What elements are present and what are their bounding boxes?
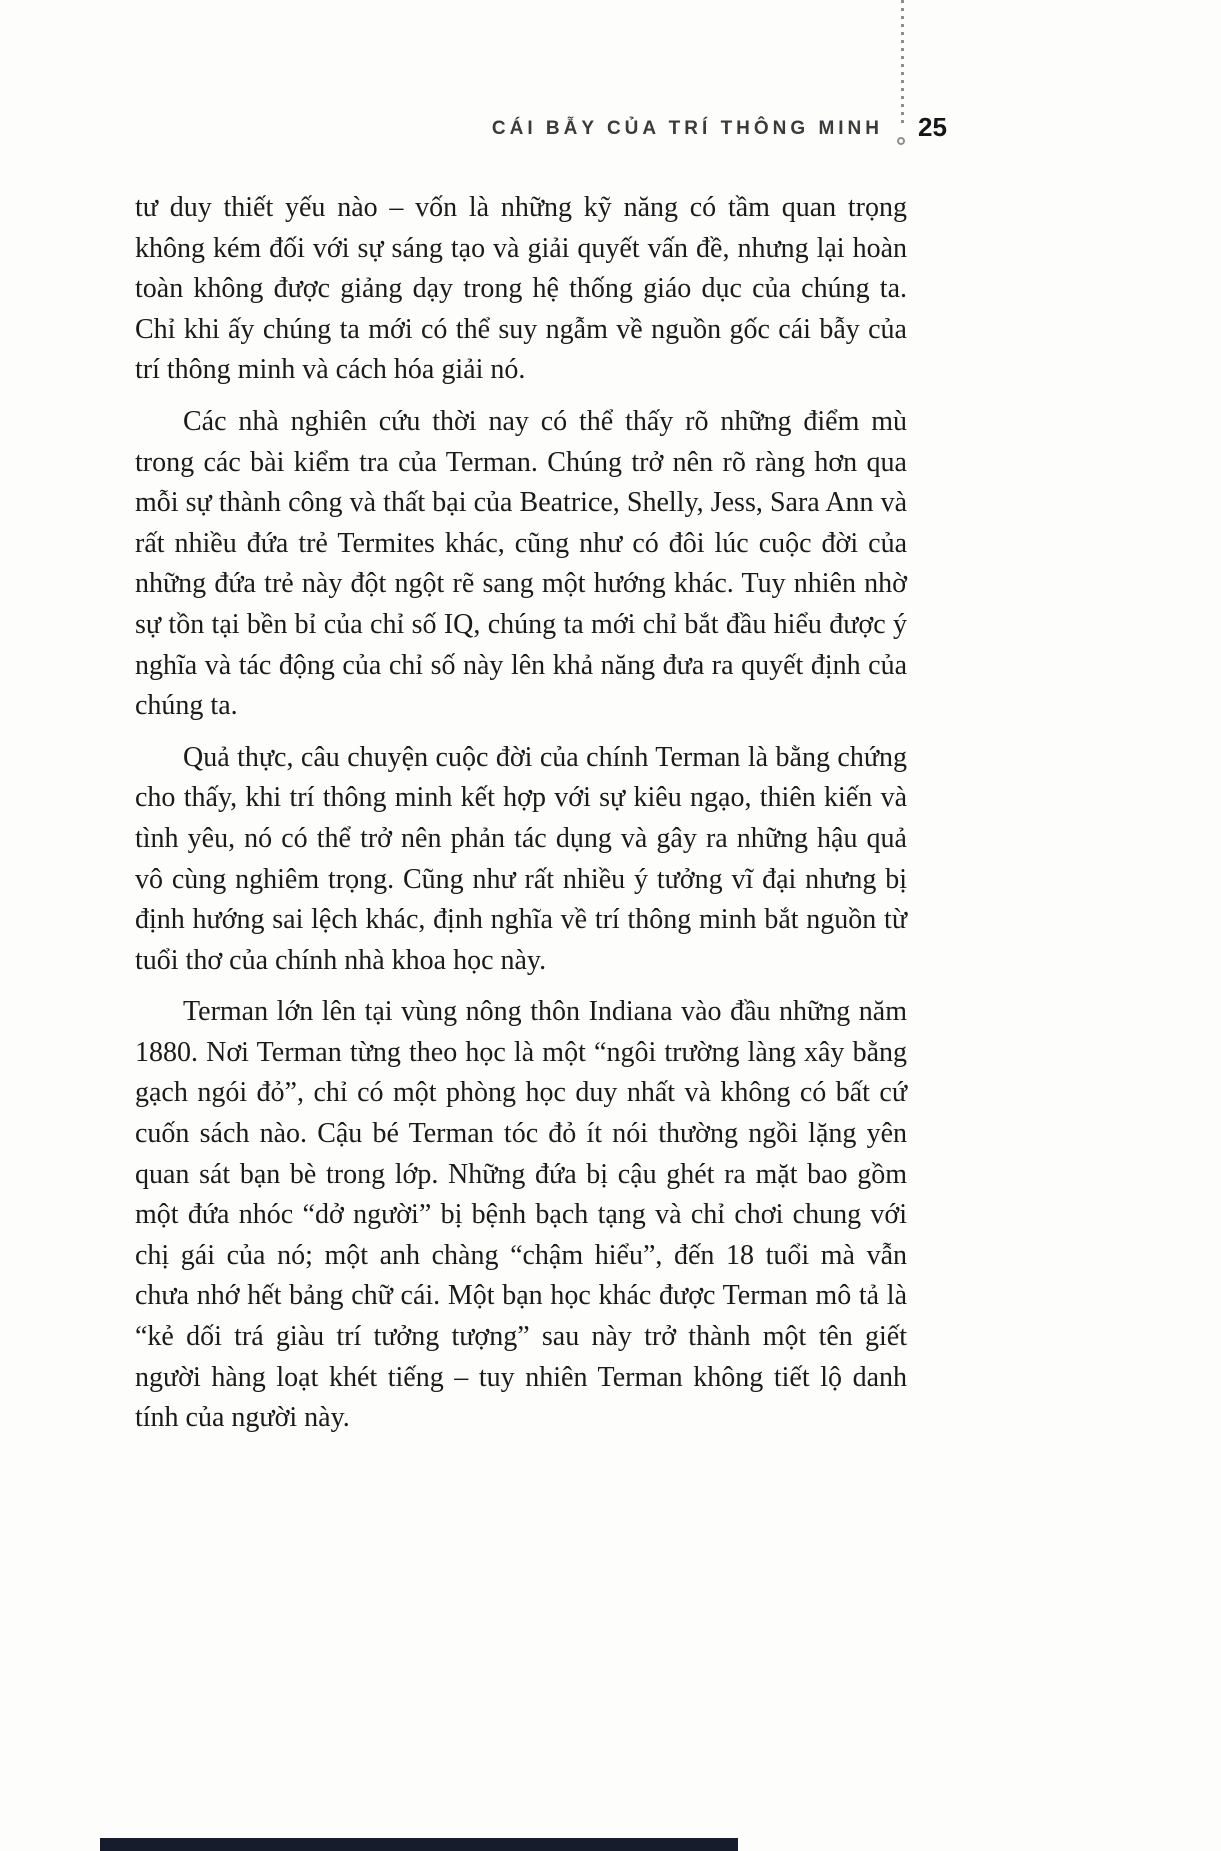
paragraph: Terman lớn lên tại vùng nông thôn Indiana vào đầu những năm 1880. Nơi Terman từng theo học là một “ngôi trường làng xây bằng gạch ngói đỏ”, chỉ có một phòng học duy nhất và không có bất cứ cuốn sách nào. Cậu bé Terman tóc đỏ ít nói thường ngồi lặng yên quan sát bạn bè trong lớp. Những đứa bị cậu ghét ra mặt bao gồm một đứa nhóc “dở người” bị bệnh bạch tạng và chỉ chơi chung với chị gái của nó; một anh chàng “chậm hiểu”, đến 18 tuổi mà vẫn chưa nhớ hết bảng chữ cái. Một bạn học khác được Terman mô tả là “kẻ dối trá giàu trí tưởng tượng” sau này trở thành một tên giết người hàng loạt khét tiếng – tuy nhiên Terman không tiết lộ danh tính của người này. [135, 996, 907, 1434]
page-body [135, 188, 907, 1450]
dotted-divider [901, 0, 904, 128]
paragraph: tư duy thiết yếu nào – vốn là những kỹ năng có tầm quan trọng không kém đối với sự sáng tạo và giải quyết vấn đề, nhưng lại hoàn toàn không được giảng dạy trong hệ thống giáo dục của chúng ta. Chỉ khi ấy chúng ta mới có thể suy ngẫm về nguồn gốc cái bẫy của trí thông minh và cách hóa giải nó. [135, 192, 907, 386]
running-header-title: CÁI BẪY CỦA TRÍ THÔNG MINH [491, 118, 883, 139]
paragraph: Quả thực, câu chuyện cuộc đời của chính Terman là bằng chứng cho thấy, khi trí thông minh kết hợp với sự kiêu ngạo, thiên kiến và tình yêu, nó có thể trở nên phản tác dụng và gây ra những hậu quả vô cùng nghiêm trọng. Cũng như rất nhiều ý tưởng vĩ đại nhưng bị định hướng sai lệch khác, định nghĩa về trí thông minh bắt nguồn từ tuổi thơ của chính nhà khoa học này. [135, 741, 907, 976]
footer-bar [100, 1838, 738, 1851]
circle-ornament-icon [897, 137, 905, 145]
page-number: 25 [918, 112, 947, 142]
paragraph: Các nhà nghiên cứu thời nay có thể thấy rõ những điểm mù trong các bài kiểm tra của Terman. Chúng trở nên rõ ràng hơn qua mỗi sự thành công và thất bại của Beatrice, Shelly, Jess, Sara Ann và rất nhiều đứa trẻ Termites khác, cũng như có đôi lúc cuộc đời của những đứa trẻ này đột ngột rẽ sang một hướng khác. Tuy nhiên nhờ sự tồn tại bền bỉ của chỉ số IQ, chúng ta mới chỉ bắt đầu hiểu được ý nghĩa và tác động của chỉ số này lên khả năng đưa ra quyết định của chúng ta. [135, 405, 907, 722]
